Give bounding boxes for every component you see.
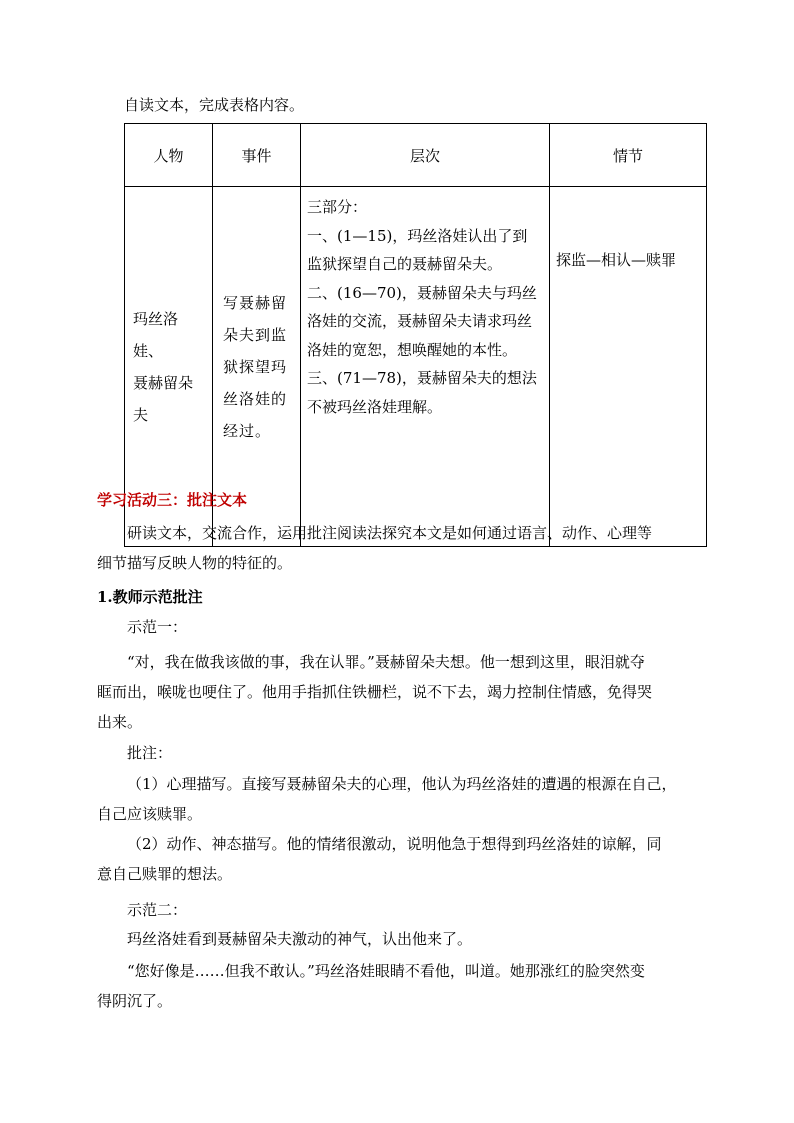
demo2-line: 得阴沉了。 — [97, 992, 173, 1010]
person-line: 聂赫留朵 — [133, 373, 194, 392]
event-line: 狱探望玛 — [223, 357, 288, 376]
levels-line: 三部分： — [307, 198, 368, 216]
demo1-line: 眶而出，喉咙也哽住了。他用手指抓住铁栅栏，说不下去，竭力控制住情感，免得哭 — [97, 683, 653, 701]
plot-text: 探监—相认—赎罪 — [556, 251, 677, 269]
demo2-line: “您好像是……但我不敢认。”玛丝洛娃眼睛不看他，叫道。她那涨红的脸突然变 — [127, 962, 645, 980]
annotation-1-line: （1）心理描写。直接写聂赫留朵夫的心理，他认为玛丝洛娃的遭遇的根源在自己， — [127, 775, 677, 793]
demo1-label: 示范一： — [127, 618, 188, 636]
event-line: 经过。 — [223, 421, 272, 440]
section-intro-line: 细节描写反映人物的特征的。 — [97, 554, 293, 572]
annotation-label: 批注： — [127, 744, 173, 762]
demo1-quote — [97, 647, 652, 737]
header-levels: 层次 — [301, 124, 550, 187]
header-person: 人物 — [125, 124, 213, 187]
demo1-line: “对，我在做我该做的事，我在认罪。”聂赫留朵夫想。他一想到这里，眼泪就夺 — [127, 653, 645, 671]
cell-plot — [550, 187, 707, 547]
levels-line: 三、(71—78)，聂赫留朵夫的想法 — [307, 369, 537, 387]
demo2-label: 示范二： — [127, 901, 188, 919]
subheading: 1.教师示范批注 — [97, 588, 203, 606]
levels-line: 洛娃的交流，聂赫留朵夫请求玛丝 — [307, 312, 533, 330]
cell-levels — [301, 187, 550, 547]
summary-table — [124, 123, 707, 547]
table-instruction: 自读文本，完成表格内容。 — [124, 96, 305, 114]
header-plot: 情节 — [550, 124, 707, 187]
demo2-quote — [97, 956, 645, 1016]
person-line: 玛丝洛娃、 — [133, 309, 179, 360]
annotation-2 — [97, 829, 662, 889]
annotation-2-line: 意自己赎罪的想法。 — [97, 865, 233, 883]
demo1-line: 出来。 — [97, 713, 143, 731]
section-title: 学习活动三：批注文本 — [97, 491, 248, 509]
annotation-1 — [97, 769, 677, 829]
event-line: 朵夫到监 — [223, 325, 288, 344]
demo2-intro: 玛丝洛娃看到聂赫留朵夫激动的神气，认出他来了。 — [127, 930, 473, 948]
levels-line: 洛娃的宽恕，想唤醒她的本性。 — [307, 340, 518, 359]
levels-line: 不被玛丝洛娃理解。 — [307, 397, 443, 416]
person-line: 夫 — [133, 405, 149, 424]
section-intro — [97, 518, 652, 578]
event-line: 写聂赫留 — [223, 293, 288, 312]
levels-line: 二、(16—70)，聂赫留朵夫与玛丝 — [307, 283, 537, 302]
levels-line: 监狱探望自己的聂赫留朵夫。 — [307, 255, 503, 273]
section-intro-line: 研读文本，交流合作，运用批注阅读法探究本文是如何通过语言、动作、心理等 — [127, 524, 653, 542]
event-line: 丝洛娃的 — [223, 389, 288, 408]
header-event: 事件 — [213, 124, 301, 187]
annotation-2-line: （2）动作、神态描写。他的情绪很激动，说明他急于想得到玛丝洛娃的谅解，同 — [127, 835, 662, 853]
annotation-1-line: 自己应该赎罪。 — [97, 805, 203, 823]
levels-line: 一、(1—15)，玛丝洛娃认出了到 — [307, 226, 528, 245]
